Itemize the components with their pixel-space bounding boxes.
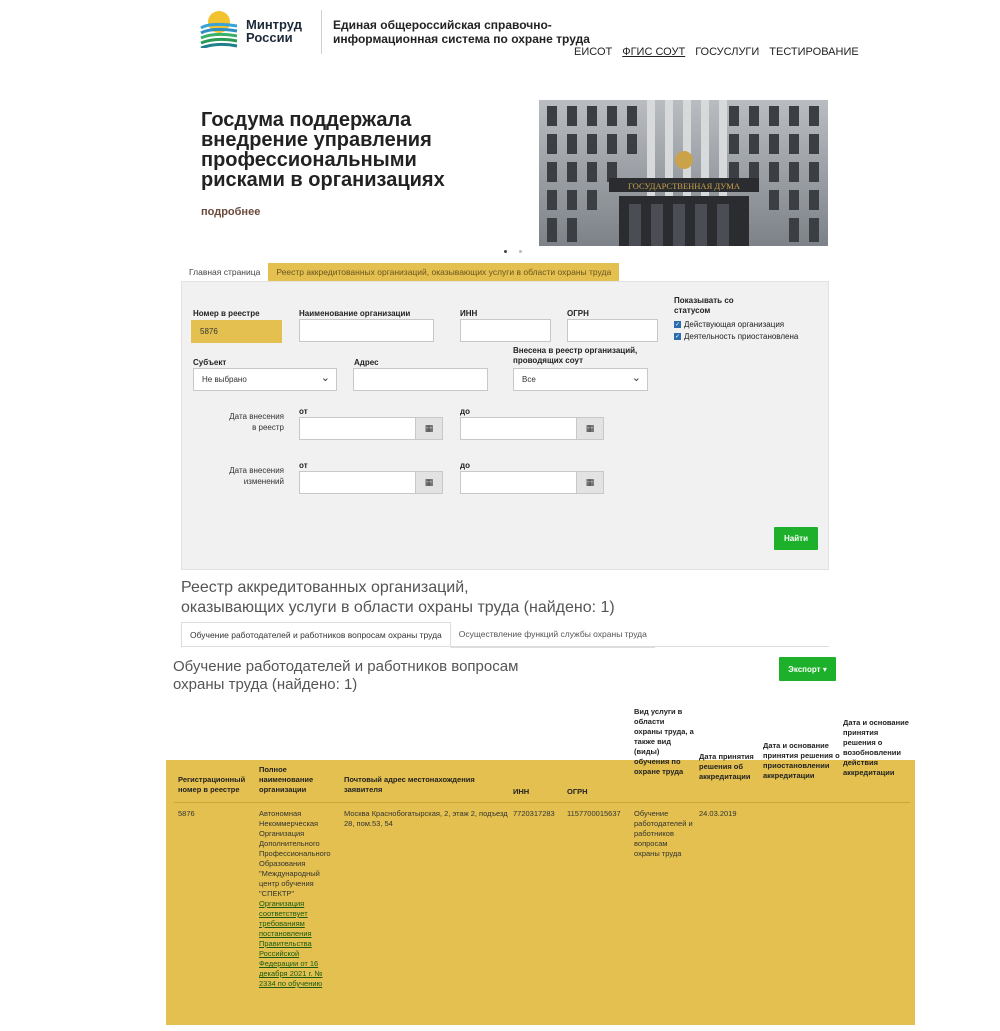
nav-testing[interactable]: ТЕСТИРОВАНИЕ bbox=[769, 46, 859, 58]
hero-image bbox=[539, 100, 828, 246]
ogrn-input[interactable] bbox=[567, 319, 658, 342]
cell-reg-number: 5876 bbox=[178, 809, 195, 818]
header-divider bbox=[321, 10, 322, 54]
hero-more-link[interactable]: подробнее bbox=[201, 206, 261, 218]
subject-value: Не выбрано bbox=[202, 375, 247, 384]
breadcrumb-current: Реестр аккредитованных организаций, оказывающих услуги в области охраны труда bbox=[268, 263, 619, 281]
reg-number-input[interactable]: 5876 bbox=[191, 320, 282, 343]
site-title: Единая общероссийская справочно- информационная система по охране труда bbox=[333, 18, 590, 46]
org-name-label: Наименование организации bbox=[299, 309, 411, 318]
status-suspended-checkbox[interactable] bbox=[674, 332, 798, 341]
top-nav bbox=[574, 46, 859, 58]
col-header-service[interactable]: Вид услуги в области охраны труда, а также вид (виды) обучения по охране труда bbox=[634, 707, 694, 776]
date-changed-label: Дата внесения изменений bbox=[229, 466, 284, 486]
soutorg-select[interactable] bbox=[513, 368, 648, 391]
subject-select[interactable] bbox=[193, 368, 337, 391]
checkbox-checked-icon[interactable]: ✓ bbox=[675, 334, 681, 340]
registry-tabs bbox=[181, 622, 655, 648]
nav-gosuslugi[interactable]: ГОСУСЛУГИ bbox=[695, 46, 760, 58]
calendar-icon[interactable]: ▦ bbox=[576, 471, 604, 494]
date-added-to-input[interactable] bbox=[460, 417, 577, 440]
duma-building-image bbox=[539, 100, 828, 246]
mintrud-logo-icon[interactable] bbox=[200, 8, 238, 48]
nav-eisot[interactable]: ЕИСОТ bbox=[574, 46, 613, 58]
calendar-icon[interactable]: ▦ bbox=[415, 471, 443, 494]
calendar-icon[interactable]: ▦ bbox=[415, 417, 443, 440]
col-header-ogrn[interactable]: ОГРН bbox=[567, 787, 588, 796]
date-added-label: Дата внесения в реестр bbox=[229, 412, 284, 432]
breadcrumb bbox=[181, 263, 619, 281]
cell-name-text: Автономная Некоммерческая Организация Дополнительного Профессионального Образования "Международный центр обучения "СПЕКТР" bbox=[259, 809, 331, 898]
tab-training[interactable]: Обучение работодателей и работников вопросам охраны труда bbox=[181, 622, 451, 648]
date-changed-to-label: до bbox=[460, 461, 470, 470]
cell-accreditation-date: 24.03.2019 bbox=[699, 809, 737, 818]
export-button[interactable]: Экспорт ▾ bbox=[779, 657, 836, 681]
date-added-from-label: от bbox=[299, 407, 308, 416]
col-header-suspension[interactable]: Дата и основание принятия решения о приостановлении аккредитации bbox=[763, 741, 840, 780]
slider-dot-active[interactable] bbox=[504, 250, 507, 253]
calendar-icon[interactable]: ▦ bbox=[576, 417, 604, 440]
section-title: Обучение работодателей и работников вопросам охраны труда (найдено: 1) bbox=[173, 658, 519, 693]
cell-inn: 7720317283 bbox=[513, 809, 555, 818]
breadcrumb-home[interactable]: Главная страница bbox=[189, 267, 261, 277]
nav-fgis-sout[interactable]: ФГИС СОУТ bbox=[622, 46, 686, 58]
cell-name bbox=[259, 809, 339, 989]
hero-title: Госдума поддержала внедрение управления профессиональными рисками в организациях bbox=[201, 109, 445, 191]
col-header-resumption[interactable]: Дата и основание принятия решения о возобновлении действия аккредитации bbox=[843, 718, 909, 777]
status-active-label: Действующая организация bbox=[684, 320, 785, 329]
soutorg-label: Внесена в реестр организаций, проводящих соут bbox=[513, 346, 638, 365]
registry-title: Реестр аккредитованных организаций, оказывающих услуги в области охраны труда (найдено: 1) bbox=[181, 579, 615, 616]
duma-sign-text: ГОСУДАРСТВЕННАЯ ДУМА bbox=[628, 181, 740, 191]
col-header-reg-number[interactable]: Регистрационный номер в реестре bbox=[178, 775, 246, 794]
search-button[interactable]: Найти bbox=[774, 527, 818, 550]
status-label: Показывать со статусом bbox=[674, 296, 734, 315]
org-name-input[interactable] bbox=[299, 319, 434, 342]
subject-label: Субъект bbox=[193, 358, 227, 367]
cell-ogrn: 1157700015637 bbox=[567, 809, 621, 818]
date-changed-from-label: от bbox=[299, 461, 308, 470]
cell-service: Обучение работодателей и работников вопросам охраны труда bbox=[634, 809, 693, 858]
status-suspended-label: Деятельность приостановлена bbox=[684, 332, 799, 341]
inn-label: ИНН bbox=[460, 309, 478, 318]
logo-text[interactable]: Минтруд России bbox=[246, 17, 302, 45]
checkbox-checked-icon[interactable]: ✓ bbox=[675, 322, 681, 328]
ogrn-label: ОГРН bbox=[567, 309, 589, 318]
filter-panel bbox=[181, 281, 829, 570]
compliance-link[interactable]: Организация соответствует требованиям постановления Правительства Российской Федерации от 16 декабря 2021 г. № 2334 по обучению bbox=[259, 899, 323, 988]
slider-dot[interactable] bbox=[519, 250, 522, 253]
date-added-to-label: до bbox=[460, 407, 470, 416]
tabs-divider bbox=[181, 646, 829, 647]
col-header-accreditation-date[interactable]: Дата принятия решения об аккредитации bbox=[699, 752, 754, 781]
tab-safety-service[interactable]: Осуществление функций службы охраны труда bbox=[451, 622, 655, 648]
inn-input[interactable] bbox=[460, 319, 551, 342]
soutorg-value: Все bbox=[522, 375, 536, 384]
address-label: Адрес bbox=[354, 358, 379, 367]
date-changed-to-input[interactable] bbox=[460, 471, 577, 494]
table-header-divider bbox=[174, 802, 910, 803]
col-header-address[interactable]: Почтовый адрес местонахождения заявителя bbox=[344, 775, 475, 794]
reg-number-label: Номер в реестре bbox=[193, 309, 260, 318]
col-header-name[interactable]: Полное наименование организации bbox=[259, 765, 314, 794]
cell-address: Москва Краснобогатырская, 2, этаж 2, подъезд 28, пом.53, 54 bbox=[344, 809, 508, 828]
address-input[interactable] bbox=[353, 368, 488, 391]
status-active-checkbox[interactable] bbox=[674, 320, 784, 329]
date-changed-from-input[interactable] bbox=[299, 471, 416, 494]
date-added-from-input[interactable] bbox=[299, 417, 416, 440]
col-header-inn[interactable]: ИНН bbox=[513, 787, 530, 796]
